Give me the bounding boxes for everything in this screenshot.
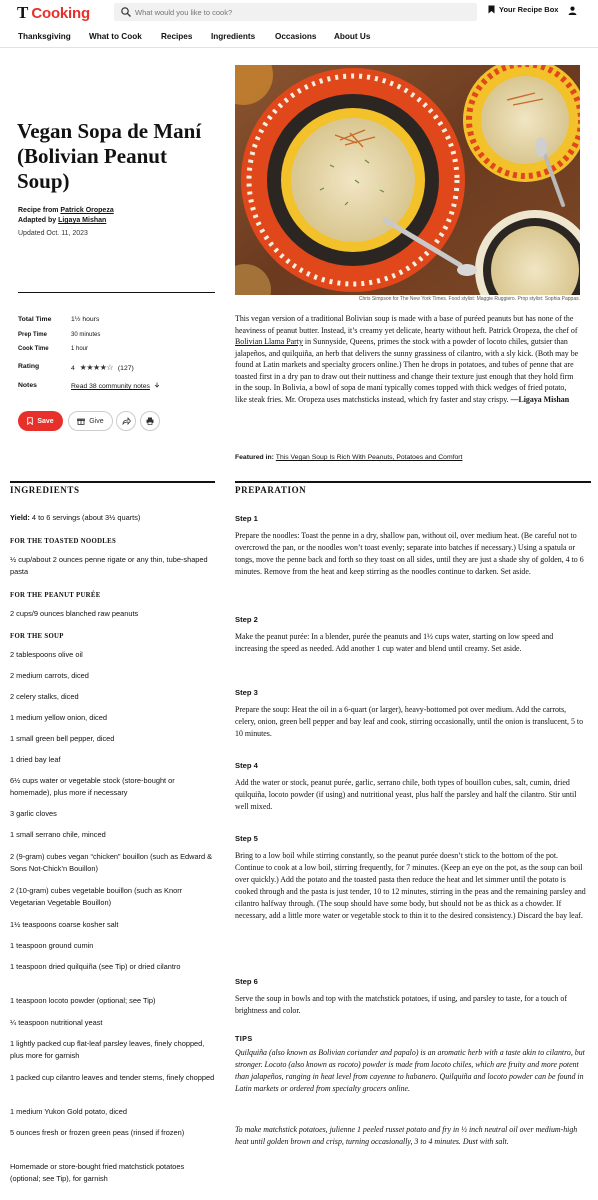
rating-number: 4 — [71, 365, 75, 372]
preparation-heading: PREPARATION — [235, 485, 307, 495]
ingredient-item: Homemade or store-bought fried matchstick potatoes (optional; see Tip), for garnish — [10, 1162, 185, 1183]
ingredient-item: 2 celery stalks, diced — [10, 692, 79, 701]
step-6-text: Serve the soup in bowls and top with the matchstick potatoes, if using, and parsley to taste, for a touch of brightness and color. — [235, 994, 567, 1016]
preparation-rule — [235, 481, 591, 483]
share-button[interactable] — [116, 411, 136, 431]
give-button-label: Give — [89, 417, 104, 425]
main-nav — [0, 26, 598, 48]
user-account-icon[interactable] — [568, 6, 577, 15]
yield — [10, 513, 140, 522]
intro-signature: —Ligaya Mishan — [510, 394, 570, 404]
step-5-label: Step 5 — [235, 834, 258, 843]
notes-label: Notes — [18, 382, 37, 389]
tip-1: Quilquiña (also known as Bolivian coriander and papalo) is an aromatic herb with a taste akin to cilantro, but stronger. Locoto (also known as rocoto) powder is made from locoto chiles, which are fruity and more potent than jalapeños, ranging in heat level from cayenne to habanero. Quilquiña and locoto powder can be found in Latin markets or ordered from specialty grocers online. — [235, 1048, 585, 1093]
search-input[interactable] — [135, 3, 465, 21]
recipe-box-label: Your Recipe Box — [499, 5, 559, 14]
recipe-title: Vegan Sopa de Maní (Bolivian Peanut Soup) — [17, 119, 202, 193]
print-button[interactable] — [140, 411, 160, 431]
star-empty-icon: ☆ — [106, 363, 114, 372]
adapted-by-label: Adapted by — [18, 217, 59, 224]
byline — [18, 206, 114, 226]
star-filled-icon: ★ — [79, 363, 87, 372]
search-bar[interactable] — [114, 3, 477, 21]
ingredient-item: 5 ounces fresh or frozen green peas (rinsed if frozen) — [10, 1128, 185, 1137]
ingredient-item: 2 medium carrots, diced — [10, 671, 89, 680]
star-filled-icon: ★ — [93, 363, 100, 372]
noodles-subheading: FOR THE TOASTED NOODLES — [10, 538, 117, 545]
ingredient-item: 1 small green bell pepper, diced — [10, 734, 115, 743]
total-time-label: Total Time — [18, 316, 52, 323]
nav-item-ingredients[interactable]: Ingredients — [211, 32, 256, 41]
star-filled-icon: ★ — [99, 363, 107, 372]
save-button[interactable] — [18, 411, 63, 431]
community-notes-link[interactable]: Read 38 community notes — [71, 383, 150, 390]
rating-count: (127) — [117, 365, 134, 372]
nav-item-about-us[interactable]: About Us — [334, 32, 371, 41]
search-icon — [120, 6, 132, 18]
arrow-down-icon — [154, 382, 160, 388]
bookmark-icon — [488, 5, 495, 14]
featured-article-link[interactable]: This Vegan Soup Is Rich With Peanuts, Potatoes and Comfort — [275, 454, 463, 461]
nyt-cooking-logo[interactable] — [17, 3, 90, 23]
nav-item-what-to-cook[interactable]: What to Cook — [89, 32, 142, 41]
puree-subheading: FOR THE PEANUT PURÉE — [10, 592, 101, 599]
tips-heading: TIPS — [235, 1034, 253, 1043]
step-5-text: Bring to a low boil while stirring constantly, so the peanut purée doesn’t stick to the bottom of the pot. Continue to cook at a low boil, stirring frequently, for 7 minutes. (Keep an eye on the pot, as the soup can boil over quickly.) Add the potato and the toasted pasta then reduce the heat and let simmer until the potato is cooked through and the pasta is just tender, 10 to 12 minutes, stirring in the peas and the remaining parsley and cilantro halfway through. (The soup should have some body, but should not be as thick as a chowder. If necessary, add a little more water or vegetable stock to thin it to the desired consistency.) Discard the bay leaf. — [235, 851, 586, 921]
ingredient-item: 1 teaspoon ground cumin — [10, 941, 94, 950]
step-2-text: Make the peanut purée: In a blender, purée the peanuts and 1½ cups water, starting on low speed and increasing the speed as needed. Add another 1 cup water and blend until creamy. Set aside. — [235, 632, 554, 654]
rating-label: Rating — [18, 363, 40, 370]
ingredients-heading: INGREDIENTS — [10, 485, 80, 495]
meta-divider — [18, 292, 215, 293]
rating-stars — [80, 365, 113, 372]
ingredient-item: 1 teaspoon dried quilquiña (see Tip) or dried cilantro — [10, 962, 181, 971]
soup-bowls-illustration — [235, 65, 580, 295]
step-2-label: Step 2 — [235, 615, 258, 624]
cooking-wordmark: Cooking — [31, 4, 90, 22]
ingredients-rule — [10, 481, 215, 483]
intro-text-1: This vegan version of a traditional Bolivian soup is made with a base of puréed peanuts but has none of the heaviness of peanut butter. Instead, it’s creamy yet delicate, hearty without heft. Patrick Oropeza, the chef of — [235, 314, 578, 335]
top-bar — [0, 0, 598, 26]
star-filled-icon: ★ — [86, 363, 94, 372]
step-3-label: Step 3 — [235, 688, 258, 697]
step-6-label: Step 6 — [235, 977, 258, 986]
step-4-label: Step 4 — [235, 761, 258, 770]
ingredient-item: 2 (9-gram) cubes vegan “chicken” bouillon (such as Edward & Sons Not-Chick’n Bouillon) — [10, 852, 213, 873]
share-icon — [122, 417, 131, 425]
rating-value-group[interactable] — [71, 363, 134, 372]
prep-time-value: 30 minutes — [71, 332, 101, 338]
bookmark-icon — [27, 417, 33, 425]
soup-subheading: FOR THE SOUP — [10, 633, 64, 640]
ingredient-item: 1 teaspoon locoto powder (optional; see Tip) — [10, 996, 156, 1005]
print-icon — [146, 417, 154, 425]
adapter-link[interactable]: Ligaya Mishan — [58, 217, 107, 224]
ingredient-item: 1 small serrano chile, minced — [10, 830, 106, 839]
ingredient-item: 6½ cups water or vegetable stock (store-bought or homemade), plus more if necessary — [10, 776, 175, 797]
ingredient-item: ¼ teaspoon nutritional yeast — [10, 1018, 103, 1027]
recipe-box-link[interactable] — [488, 5, 558, 14]
cook-time-value: 1 hour — [71, 346, 89, 352]
step-3-text: Prepare the soup: Heat the oil in a 6-quart (or larger), heavy-bottomed pot over medium. Add the carrots, celery, onion, green bell pepper and bay leaf and cook, stirring occasionally, until the onion is translucent, 5 to 10 minutes. — [235, 705, 584, 739]
recipe-intro — [235, 313, 580, 405]
recipe-photo — [235, 65, 580, 295]
ingredient-item: 1 lightly packed cup flat-leaf parsley leaves, finely chopped, plus more for garnish — [10, 1039, 205, 1060]
bolivian-llama-party-link[interactable]: Bolivian Llama Party — [235, 337, 303, 346]
step-1-label: Step 1 — [235, 514, 258, 523]
yield-value: 4 to 6 servings (about 3½ quarts) — [29, 513, 141, 522]
featured-in — [235, 454, 462, 461]
prep-time-label: Prep Time — [18, 332, 47, 338]
nav-item-occasions[interactable]: Occasions — [275, 32, 317, 41]
ingredient-item: 2 cups/9 ounces blanched raw peanuts — [10, 609, 139, 618]
author-link[interactable]: Patrick Oropeza — [60, 207, 114, 214]
photo-credit: Chris Simpson for The New York Times. Food stylist: Maggie Ruggiero. Prop stylist: Sophia Pappas. — [358, 296, 580, 302]
ingredient-item: 3 garlic cloves — [10, 809, 57, 818]
tip-2: To make matchstick potatoes, julienne 1 peeled russet potato and fry in ½ inch neutral oil over medium-high heat until golden brown and crisp, turning occasionally, 3 to 4 minutes. Dust with salt. — [235, 1125, 578, 1146]
nyt-t-logo: T — [17, 3, 29, 22]
give-button[interactable] — [68, 411, 113, 431]
cook-time-label: Cook Time — [18, 346, 49, 352]
featured-in-label: Featured in: — [235, 454, 276, 461]
gift-icon — [77, 417, 85, 425]
nav-item-recipes[interactable]: Recipes — [161, 32, 193, 41]
ingredient-item: 2 tablespoons olive oil — [10, 650, 83, 659]
recipe-from-label: Recipe from — [18, 207, 61, 214]
ingredient-item: 1 medium yellow onion, diced — [10, 713, 107, 722]
step-4-text: Add the water or stock, peanut purée, garlic, serrano chile, both types of bouillon cubes, salt, cumin, dried quilquiña, locoto powder (if using) and nutritional yeast, plus half the parsley and half the cilantro. Stir until well mixed. — [235, 778, 577, 812]
ingredient-item: 1 packed cup cilantro leaves and tender stems, finely chopped — [10, 1073, 215, 1082]
ingredient-item: 1 medium Yukon Gold potato, diced — [10, 1107, 127, 1116]
updated-date: Updated Oct. 11, 2023 — [18, 230, 88, 237]
save-button-label: Save — [37, 417, 54, 425]
ingredient-item: 2 (10-gram) cubes vegetable bouillon (such as Knorr Vegetarian Vegetable Bouillon) — [10, 886, 183, 907]
total-time-value: 1½ hours — [71, 316, 100, 323]
yield-label: Yield: — [10, 513, 30, 522]
ingredient-item: ½ cup/about 2 ounces penne rigate or any thin, tube-shaped pasta — [10, 555, 208, 576]
step-1-text: Prepare the noodles: Toast the penne in a dry, shallow pan, without oil, over medium heat. (Be careful not to overcrowd the pan, or the noodles won’t toast evenly; separate into batches if necessary.) Using a spatula or tongs, move the penne back and forth so they toast on all sides, until they are just a shade shy of golden, 4 to 6 minutes. Remove from the heat and keep stirring as the noodles continue to darken. Set aside. — [235, 531, 584, 577]
ingredient-item: 1 dried bay leaf — [10, 755, 61, 764]
nav-item-thanksgiving[interactable]: Thanksgiving — [18, 32, 71, 41]
intro-text-2: in Sunnyside, Queens, primes the stock with a powder of locoto chiles, gutsier than jalapeños, and quilquiña, an herb that delivers the sunny grassiness of cilantro, with a sly kick. (Both may be found at Latin markets and specialty grocers online.) Then he drops in potatoes, and tubes of penne that are toasted first in a dry pan to draw out their nuttiness and change their texture just enough that they hold firm in the soup. In Bolivia, a bowl of sopa de maní typically comes topped with thick wedges of fried potato, like steak fries. Mr. Oropeza uses matchsticks instead, which fry faster and stay crispy. — [235, 337, 579, 404]
ingredient-item: 1½ teaspoons coarse kosher salt — [10, 920, 119, 929]
